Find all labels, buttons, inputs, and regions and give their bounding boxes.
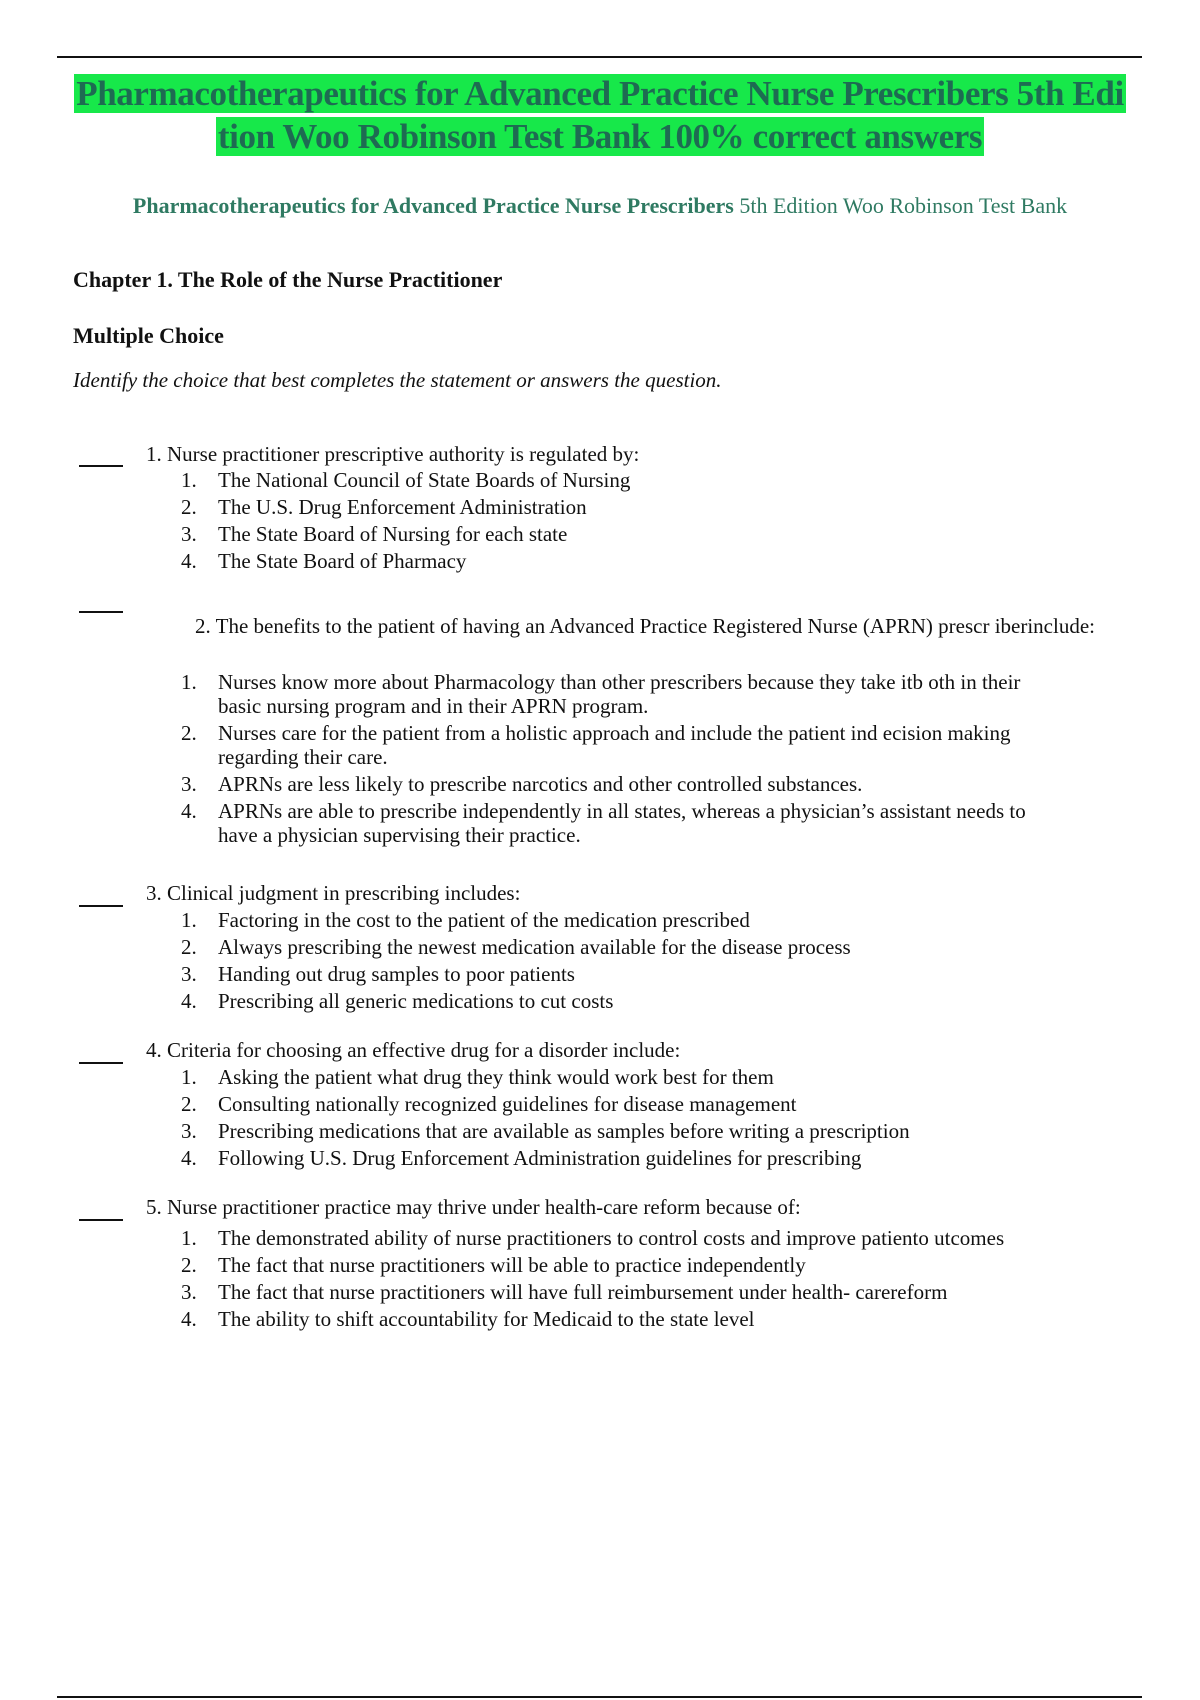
option-list [181, 468, 1051, 576]
section-heading: Multiple Choice [73, 323, 224, 348]
option[interactable] [181, 935, 1051, 959]
option-text: APRNs are less likely to prescribe narcotics and other controlled substances. [218, 772, 863, 796]
subtitle-rest: 5th Edition Woo Robinson Test Bank [733, 193, 1068, 218]
option-list [181, 670, 1051, 850]
option[interactable] [181, 549, 1051, 573]
option-number: 2. [181, 935, 197, 959]
option[interactable] [181, 989, 1051, 1013]
option-number: 2. [181, 721, 197, 745]
document-title [0, 72, 1200, 158]
option[interactable] [181, 1065, 1051, 1089]
option-text: Nurses know more about Pharmacology than other prescribers because they take itb oth in their basic nursing program and in their APRN program. [218, 670, 1021, 718]
option-number: 1. [181, 1226, 197, 1250]
option-text: Handing out drug samples to poor patients [218, 962, 575, 986]
option-list [181, 1065, 1051, 1173]
option-number: 1. [181, 908, 197, 932]
answer-blank[interactable] [79, 1219, 123, 1221]
option[interactable] [181, 522, 1051, 546]
option[interactable] [181, 962, 1051, 986]
option-text: Always prescribing the newest medication available for the disease process [218, 935, 851, 959]
option-number: 2. [181, 1092, 197, 1116]
option-text: Nurses care for the patient from a holistic approach and include the patient ind ecision making regarding their care. [218, 721, 1011, 769]
option[interactable] [181, 670, 1051, 718]
option-number: 1. [181, 1065, 197, 1089]
chapter-heading: Chapter 1. The Role of the Nurse Practitioner [73, 267, 503, 292]
option-text: Consulting nationally recognized guidelines for disease management [218, 1092, 797, 1116]
option[interactable] [181, 799, 1051, 847]
option-text: The State Board of Pharmacy [218, 549, 467, 573]
option-list [181, 1226, 1051, 1334]
option-text: The fact that nurse practitioners will be able to practice independently [218, 1253, 806, 1277]
title-line-1: Pharmacotherapeutics for Advanced Practice Nurse Prescribers 5th Edi [76, 74, 1124, 113]
instruction-text: Identify the choice that best completes the statement or answers the question. [73, 368, 722, 392]
option-number: 1. [181, 468, 197, 492]
option[interactable] [181, 721, 1051, 769]
answer-blank[interactable] [79, 905, 123, 907]
option-text: Prescribing medications that are available as samples before writing a prescription [218, 1119, 910, 1143]
option-number: 1. [181, 670, 197, 694]
question-stem: 1. Nurse practitioner prescriptive authority is regulated by: [146, 442, 640, 466]
option-number: 3. [181, 522, 197, 546]
option[interactable] [181, 468, 1051, 492]
option-text: Following U.S. Drug Enforcement Administration guidelines for prescribing [218, 1146, 862, 1170]
option-number: 4. [181, 1146, 197, 1170]
option-text: Prescribing all generic medications to cut costs [218, 989, 614, 1013]
bottom-rule [57, 1696, 1142, 1698]
option-number: 3. [181, 1280, 197, 1304]
option-number: 3. [181, 962, 197, 986]
option-text: The National Council of State Boards of Nursing [218, 468, 631, 492]
option-number: 3. [181, 1119, 197, 1143]
option[interactable] [181, 1146, 1051, 1170]
question-stem: 5. Nurse practitioner practice may thrive under health-care reform because of: [146, 1195, 801, 1219]
answer-blank[interactable] [79, 611, 123, 613]
answer-blank[interactable] [79, 1062, 123, 1064]
option-text: The ability to shift accountability for Medicaid to the state level [218, 1307, 755, 1331]
subtitle-bold: Pharmacotherapeutics for Advanced Practice Nurse Prescribers [132, 193, 734, 218]
option-text: Factoring in the cost to the patient of the medication prescribed [218, 908, 750, 932]
option[interactable] [181, 1280, 1051, 1304]
option-number: 3. [181, 772, 197, 796]
option-text: The U.S. Drug Enforcement Administration [218, 495, 587, 519]
question-stem: 3. Clinical judgment in prescribing includes: [146, 881, 521, 905]
option-number: 4. [181, 549, 197, 573]
option[interactable] [181, 1226, 1051, 1250]
option-number: 4. [181, 989, 197, 1013]
option-text: Asking the patient what drug they think would work best for them [218, 1065, 774, 1089]
question-stem: 4. Criteria for choosing an effective drug for a disorder include: [146, 1038, 681, 1062]
option-number: 4. [181, 799, 197, 823]
question-stem: 2. The benefits to the patient of having an Advanced Practice Registered Nurse (APRN) prescr iberinclude: [195, 614, 1095, 638]
option[interactable] [181, 1307, 1051, 1331]
option-number: 2. [181, 1253, 197, 1277]
option[interactable] [181, 1092, 1051, 1116]
option-number: 2. [181, 495, 197, 519]
option[interactable] [181, 1119, 1051, 1143]
option-text: APRNs are able to prescribe independently in all states, whereas a physician’s assistant needs to have a physician supervising their practice. [218, 799, 1026, 847]
option[interactable] [181, 1253, 1051, 1277]
option-text: The fact that nurse practitioners will have full reimbursement under health- carereform [218, 1280, 948, 1304]
option-text: The State Board of Nursing for each state [218, 522, 568, 546]
option[interactable] [181, 908, 1051, 932]
top-rule [57, 56, 1142, 58]
option[interactable] [181, 495, 1051, 519]
title-line-2: tion Woo Robinson Test Bank 100% correct answers [217, 117, 983, 156]
option-number: 4. [181, 1307, 197, 1331]
option[interactable] [181, 772, 1051, 796]
answer-blank[interactable] [79, 465, 123, 467]
option-text: The demonstrated ability of nurse practitioners to control costs and improve patiento utcomes [218, 1226, 1005, 1250]
option-list [181, 908, 1051, 1016]
subtitle [0, 193, 1200, 219]
